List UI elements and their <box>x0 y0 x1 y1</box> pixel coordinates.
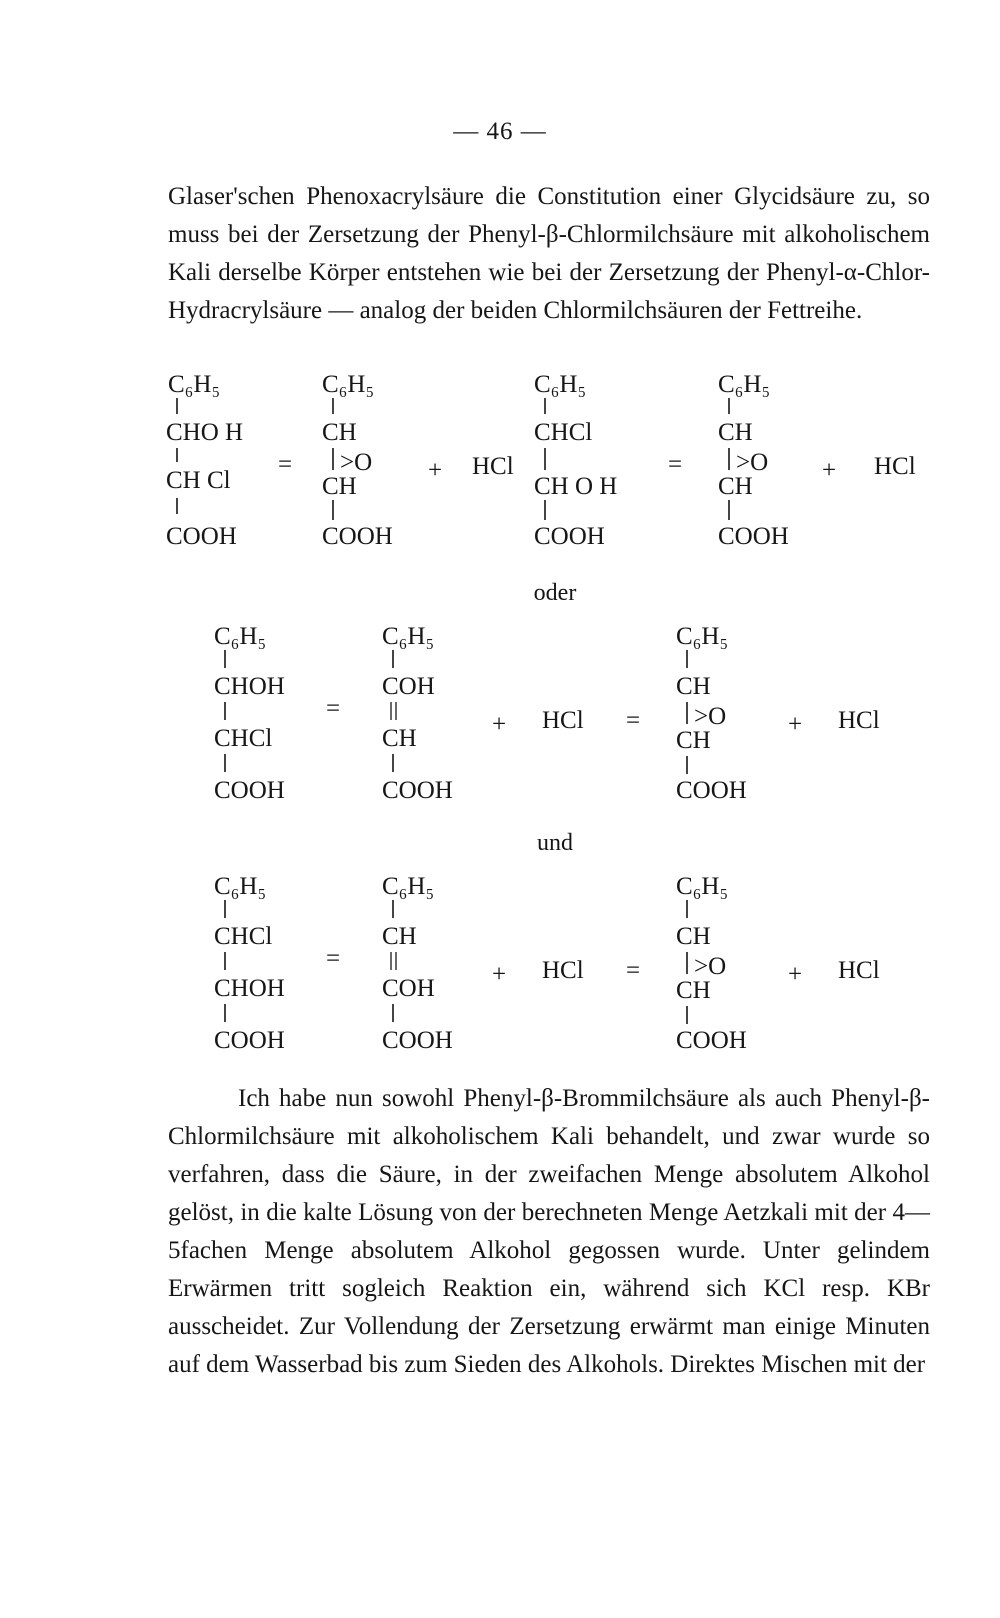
formula-ch: CH <box>718 473 753 500</box>
equation-2 <box>214 623 880 804</box>
formula-choh: CHO H <box>166 419 244 446</box>
formula-ch: CH <box>676 727 711 754</box>
formula-ch: CH <box>718 419 753 446</box>
formula-ch: CH <box>322 419 357 446</box>
paragraph-method: Ich habe nun sowohl Phenyl-β-Brommilchsäure als auch Phenyl-β-Chlormilchsäure mit alkoholischem Kali behandelt, und zwar wurde so verfahren, dass die Säure, in der zweifachen Menge absolutem Alkohol gelöst, in die kalte Lösung von der berechneten Menge Aetzkali mit der 4—5fachen Menge absolutem Alkohol gegossen wurde. Unter gelindem Erwärmen tritt sogleich Reaktion ein, während sich KCl resp. KBr ausscheidet. Zur Vollendung der Zersetzung erwärmt man einige Minuten auf dem Wasserbad bis zum Sieden des Alkohols. Direktes Mischen mit der <box>168 1085 930 1378</box>
connector-oder: oder <box>533 580 577 606</box>
formula-oxygen: >O <box>694 703 727 730</box>
formula-hcl: HCl <box>838 707 880 734</box>
formula-cooh: COOH <box>214 777 285 804</box>
formula-chcl: CH Cl <box>166 467 231 494</box>
equation-1 <box>166 371 916 550</box>
equals-sign: = <box>626 707 641 734</box>
formula-cooh: COOH <box>166 523 237 550</box>
plus-sign: + <box>492 711 507 738</box>
formula-oxygen: >O <box>694 953 727 980</box>
formula-hcl: HCl <box>874 453 916 480</box>
plus-sign: + <box>822 457 837 484</box>
formula-coh: COH <box>382 975 435 1002</box>
equals-sign: = <box>668 451 683 478</box>
equals-sign: = <box>278 451 293 478</box>
plus-sign: + <box>428 457 443 484</box>
formula-phenyl: C₆H₅ <box>534 371 587 398</box>
formula-phenyl: C₆H₅ <box>676 623 729 650</box>
paragraph-intro: Glaser'schen Phenoxacrylsäure die Constitution einer Glycidsäure zu, so muss bei der Zersetzung der Phenyl-β-Chlormilchsäure mit alkoholischem Kali derselbe Körper entstehen wie bei der Zersetzung der Phenyl-α-Chlor-Hydracrylsäure — analog der beiden Chlormilchsäuren der Fettreihe. <box>168 183 930 324</box>
formula-cooh: COOH <box>534 523 605 550</box>
formula-chcl: CHCl <box>534 419 593 446</box>
formula-hcl: HCl <box>542 957 584 984</box>
formula-hcl: HCl <box>542 707 584 734</box>
formula-cooh: COOH <box>382 777 453 804</box>
equals-sign: = <box>626 957 641 984</box>
formula-choh: CHOH <box>214 673 285 700</box>
equation-3 <box>214 873 880 1054</box>
formula-cooh: COOH <box>382 1027 453 1054</box>
formula-coh: COH <box>382 673 435 700</box>
formula-phenyl: C₆H₅ <box>382 623 435 650</box>
formula-ch: CH <box>676 977 711 1004</box>
formula-phenyl: C₆H₅ <box>322 371 375 398</box>
plus-sign: + <box>788 711 803 738</box>
formula-ch: CH <box>382 923 417 950</box>
formula-chcl: CHCl <box>214 725 273 752</box>
formula-oxygen: >O <box>340 449 373 476</box>
formula-hcl: HCl <box>472 453 514 480</box>
formula-choh: CH O H <box>534 473 618 500</box>
formula-cooh: COOH <box>322 523 393 550</box>
plus-sign: + <box>492 961 507 988</box>
formula-phenyl: C₆H₅ <box>214 873 267 900</box>
connector-und: und <box>537 830 573 856</box>
formula-ch: CH <box>382 725 417 752</box>
formula-phenyl: C₆H₅ <box>718 371 771 398</box>
plus-sign: + <box>788 961 803 988</box>
formula-ch: CH <box>676 673 711 700</box>
formula-phenyl: C₆H₅ <box>168 371 221 398</box>
formula-ch: CH <box>322 473 357 500</box>
formula-choh: CHOH <box>214 975 285 1002</box>
formula-cooh: COOH <box>718 523 789 550</box>
page-number: — 46 — <box>453 118 547 145</box>
formula-chcl: CHCl <box>214 923 273 950</box>
formula-cooh: COOH <box>676 777 747 804</box>
formula-oxygen: >O <box>736 449 769 476</box>
formula-ch: CH <box>676 923 711 950</box>
formula-hcl: HCl <box>838 957 880 984</box>
formula-phenyl: C₆H₅ <box>676 873 729 900</box>
formula-phenyl: C₆H₅ <box>382 873 435 900</box>
formula-phenyl: C₆H₅ <box>214 623 267 650</box>
equals-sign: = <box>326 945 341 972</box>
equals-sign: = <box>326 695 341 722</box>
formula-cooh: COOH <box>214 1027 285 1054</box>
formula-cooh: COOH <box>676 1027 747 1054</box>
